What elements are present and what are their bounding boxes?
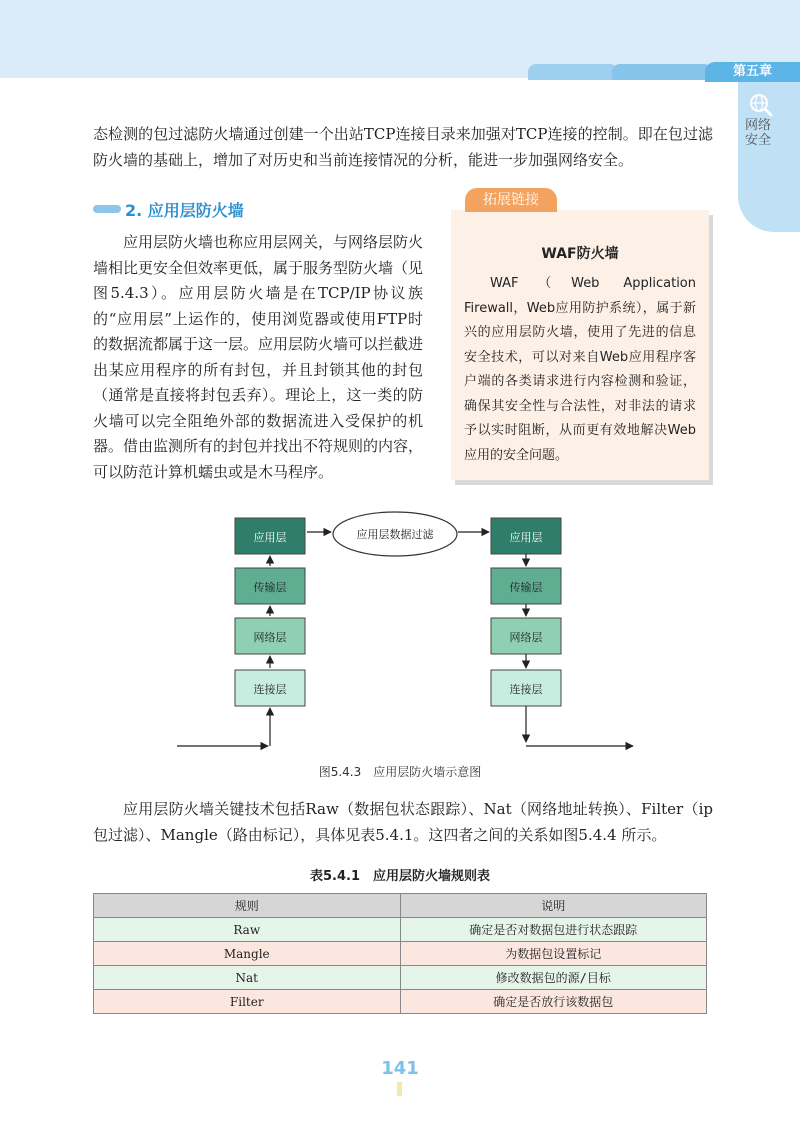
section-heading-text: 2. 应用层防火墙 <box>125 201 244 220</box>
table-row <box>94 966 707 990</box>
table-row <box>94 942 707 966</box>
left-stack <box>177 518 305 746</box>
header-tab-decoration <box>528 64 618 80</box>
table-cell-description: 修改数据包的源/目标 <box>400 966 707 990</box>
table-cell-rule: Nat <box>94 966 401 990</box>
table-cell-description: 为数据包设置标记 <box>400 942 707 966</box>
section-paragraph: 应用层防火墙也称应用层网关，与网络层防火墙相比更安全但效率更低，属于服务型防火墙（见图5.4.3）。应用层防火墙是在TCP/IP协议族的“应用层”上运作的，使用浏览器或使用FTP时的数据流都属于这一层。应用层防火墙可以拦截进出某应用程序的所有封包，并且封锁其他的封包（通常是直接将封包丢弃）。理论上，这一类的防火墙可以完全阻绝外部的数据流进入受保护的机器。借由监测所有的封包并找出不符规则的内容，可以防范计算机蠕虫或是木马程序。 <box>93 233 424 481</box>
table-row <box>94 990 707 1014</box>
globe-search-icon <box>748 92 774 118</box>
header-tab-decoration <box>612 64 712 80</box>
right-layer-label-3: 网络层 <box>509 631 543 644</box>
table-cell-description: 确定是否放行该数据包 <box>400 990 707 1014</box>
table-cell-rule: Filter <box>94 990 401 1014</box>
firewall-diagram <box>165 500 645 760</box>
page-number: 141 <box>381 1058 419 1079</box>
table-cell-description: 确定是否对数据包进行状态跟踪 <box>400 918 707 942</box>
table-cell-rule: Mangle <box>94 942 401 966</box>
extension-tag: 拓展链接 <box>465 188 557 212</box>
left-layer-label-4: 连接层 <box>253 683 287 696</box>
filter-label: 应用层数据过滤 <box>356 528 434 541</box>
rules-table <box>93 893 707 1014</box>
figure-caption: 图5.4.3 应用层防火墙示意图 <box>318 765 482 779</box>
left-layer-label-1: 应用层 <box>253 531 287 544</box>
table-header-rule: 规则 <box>94 894 401 918</box>
heading-bar-decoration <box>93 205 121 213</box>
body-paragraph: 应用层防火墙关键技术包括Raw（数据包状态跟踪）、Nat（网络地址转换）、Filter（ip包过滤）、Mangle（路由标记），具体见表5.4.1。这四者之间的关系如图5.4.4 所示。 <box>93 800 713 844</box>
right-layer-label-1: 应用层 <box>509 531 543 544</box>
chapter-tab: 第五章 <box>705 62 800 82</box>
table-cell-rule: Raw <box>94 918 401 942</box>
right-layer-label-2: 传输层 <box>509 581 543 594</box>
table-row <box>94 918 707 942</box>
table-header-row <box>94 894 707 918</box>
table-title: 表5.4.1 应用层防火墙规则表 <box>309 869 490 884</box>
right-stack <box>491 518 633 746</box>
intro-paragraph: 态检测的包过滤防火墙通过创建一个出站TCP连接目录来加强对TCP连接的控制。即在包过滤防火墙的基础上，增加了对历史和当前连接情况的分析，能进一步加强网络安全。 <box>93 125 713 169</box>
left-layer-label-2: 传输层 <box>253 581 287 594</box>
table-header-description: 说明 <box>400 894 707 918</box>
extension-body: WAF（Web Application Firewall，Web应用防护系统），属于新兴的应用层防火墙，使用了先进的信息安全技术，可以对来自Web应用程序客户端的各类请求进行内容检测和验证，确保其安全性与合法性，对非法的请求予以实时阻断，从而更有效地解决Web应用的安全问题。 <box>464 276 696 463</box>
right-layer-label-4: 连接层 <box>509 683 543 696</box>
extension-title: WAF防火墙 <box>541 246 619 262</box>
side-chapter-label: 网络安全 <box>745 118 772 148</box>
page-number-mark <box>397 1082 402 1096</box>
left-layer-label-3: 网络层 <box>253 631 287 644</box>
